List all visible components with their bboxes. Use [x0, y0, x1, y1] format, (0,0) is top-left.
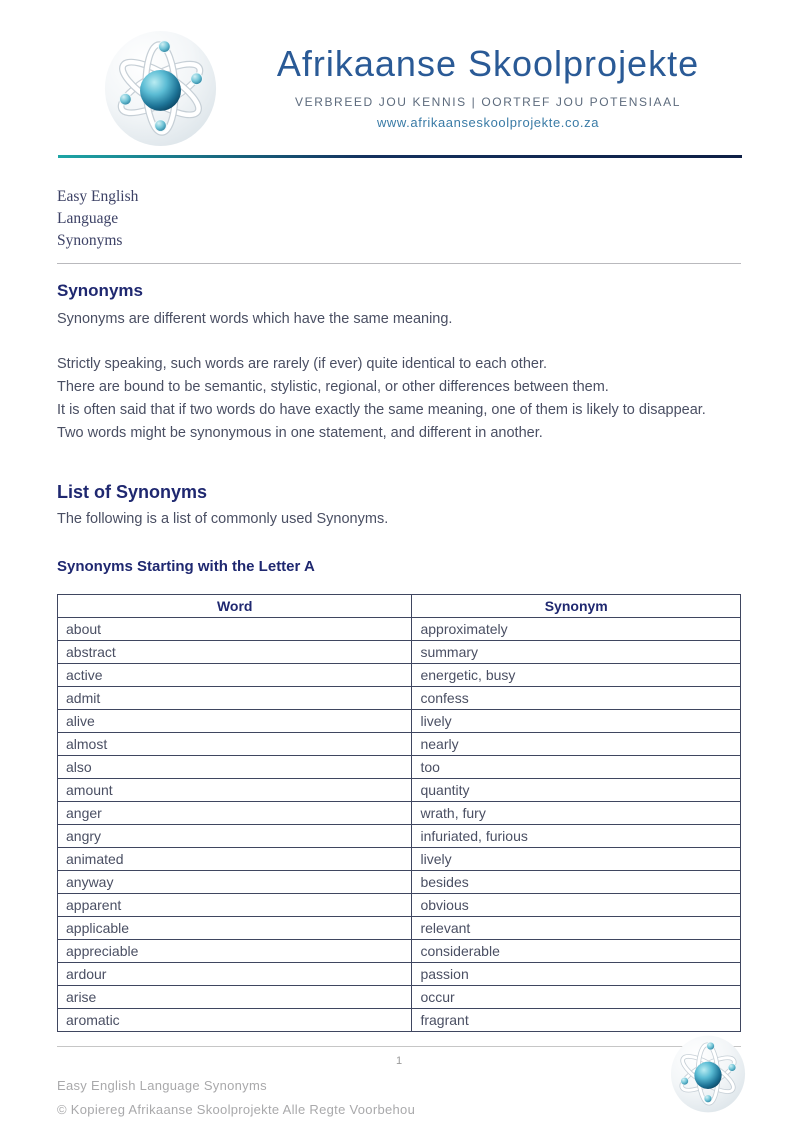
table-row — [58, 963, 741, 986]
atom-logo-icon — [102, 27, 219, 150]
word-cell: about — [58, 618, 412, 641]
header-divider-rule — [58, 155, 742, 158]
footer-copyright: © Kopiereg Afrikaanse Skoolprojekte Alle Regte Voorbehou — [57, 1102, 416, 1117]
word-cell: anger — [58, 802, 412, 825]
word-cell: arise — [58, 986, 412, 1009]
table-header-row — [58, 595, 741, 618]
word-cell: appreciable — [58, 940, 412, 963]
table-row — [58, 917, 741, 940]
word-cell: active — [58, 664, 412, 687]
synonym-cell: energetic, busy — [412, 664, 741, 687]
table-row — [58, 848, 741, 871]
word-cell: anyway — [58, 871, 412, 894]
synonyms-paragraph — [57, 353, 741, 445]
paragraph-line: Two words might be synonymous in one statement, and different in another. — [57, 425, 543, 441]
synonyms-heading: Synonyms — [57, 281, 143, 300]
synonym-cell: occur — [412, 986, 741, 1009]
table-row — [58, 940, 741, 963]
synonym-cell: confess — [412, 687, 741, 710]
synonym-table — [57, 594, 741, 1032]
table-row — [58, 825, 741, 848]
synonym-cell: lively — [412, 710, 741, 733]
synonym-cell: approximately — [412, 618, 741, 641]
word-cell: also — [58, 756, 412, 779]
synonym-cell: passion — [412, 963, 741, 986]
word-column-header: Word — [58, 595, 412, 618]
synonym-cell: obvious — [412, 894, 741, 917]
footer-divider-rule — [57, 1046, 741, 1047]
word-cell: applicable — [58, 917, 412, 940]
table-row — [58, 986, 741, 1009]
table-row — [58, 687, 741, 710]
synonym-cell: infuriated, furious — [412, 825, 741, 848]
synonym-cell: nearly — [412, 733, 741, 756]
page-number: 1 — [395, 1055, 403, 1067]
word-cell: apparent — [58, 894, 412, 917]
synonym-column-header: Synonym — [412, 595, 741, 618]
brand-tagline: VERBREED JOU KENNIS | OORTREF JOU POTENSIAAL — [294, 94, 682, 109]
table-row — [58, 664, 741, 687]
table-row — [58, 871, 741, 894]
footer-doc-title: Easy English Language Synonyms — [57, 1078, 267, 1093]
page-content — [57, 186, 741, 1117]
word-cell: abstract — [58, 641, 412, 664]
word-cell: admit — [58, 687, 412, 710]
doc-info-line: Language — [57, 210, 119, 227]
brand-url: www.afrikaanseskoolprojekte.co.za — [376, 114, 600, 130]
word-cell: ardour — [58, 963, 412, 986]
word-cell: animated — [58, 848, 412, 871]
section-divider-rule — [57, 263, 741, 264]
synonym-cell: relevant — [412, 917, 741, 940]
synonym-cell: too — [412, 756, 741, 779]
table-row — [58, 733, 741, 756]
synonym-cell: quantity — [412, 779, 741, 802]
table-row — [58, 710, 741, 733]
table-row — [58, 894, 741, 917]
word-cell: aromatic — [58, 1009, 412, 1032]
synonym-cell: summary — [412, 641, 741, 664]
doc-info-line: Synonyms — [57, 232, 123, 249]
paragraph-line: There are bound to be semantic, stylistic, regional, or other differences between them. — [57, 379, 609, 395]
word-cell: amount — [58, 779, 412, 802]
letterhead — [0, 0, 799, 170]
synonym-cell: wrath, fury — [412, 802, 741, 825]
paragraph-line: It is often said that if two words do have exactly the same meaning, one of them is likely to disappear. — [57, 402, 706, 418]
table-row — [58, 779, 741, 802]
brand-title: Afrikaanse Skoolprojekte — [276, 43, 700, 84]
word-cell: almost — [58, 733, 412, 756]
doc-info-line: Easy English — [57, 188, 139, 205]
synonym-cell: lively — [412, 848, 741, 871]
table-row — [58, 641, 741, 664]
synonym-cell: fragrant — [412, 1009, 741, 1032]
atom-logo-footer-icon — [669, 1033, 747, 1115]
table-row — [58, 756, 741, 779]
synonym-cell: besides — [412, 871, 741, 894]
table-row — [58, 1009, 741, 1032]
word-cell: angry — [58, 825, 412, 848]
letterhead-text — [228, 44, 748, 130]
table-row — [58, 618, 741, 641]
word-cell: alive — [58, 710, 412, 733]
doc-info-block — [57, 186, 741, 252]
paragraph-line: Strictly speaking, such words are rarely (if ever) quite identical to each other. — [57, 356, 548, 372]
letter-a-subheading: Synonyms Starting with the Letter A — [57, 558, 315, 575]
list-description: The following is a list of commonly used Synonyms. — [57, 511, 389, 527]
synonyms-lead: Synonyms are different words which have the same meaning. — [57, 311, 453, 327]
table-row — [58, 802, 741, 825]
synonym-cell: considerable — [412, 940, 741, 963]
list-of-synonyms-heading: List of Synonyms — [57, 482, 208, 502]
